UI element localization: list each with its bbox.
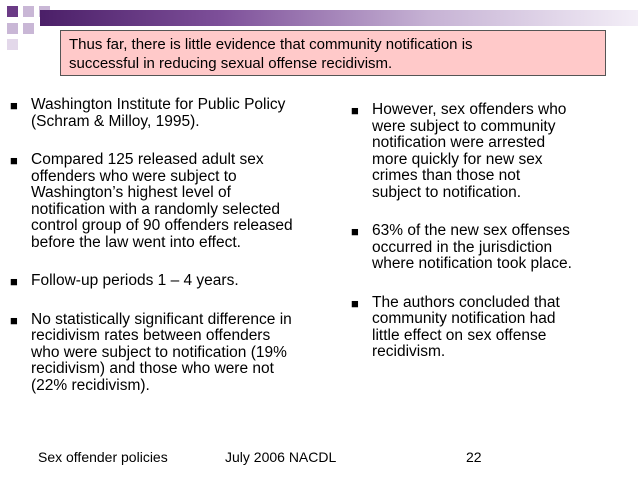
- bullet-line: Washington Institute for Public Policy: [31, 96, 286, 113]
- bullet-line: (Schram & Milloy, 1995).: [31, 112, 200, 130]
- bullet-line: The authors concluded that: [372, 293, 560, 311]
- bullet-line: subject to notification.: [372, 183, 522, 201]
- square-bullet-icon: ■: [351, 295, 359, 311]
- square-bullet-icon: ■: [351, 224, 359, 239]
- square-bullet-icon: ■: [10, 274, 18, 289]
- decor-square: [7, 23, 18, 34]
- callout-box: [60, 30, 606, 76]
- bullet-line: (22% recidivism).: [31, 376, 150, 394]
- callout-line: Thus far, there is little evidence that community notification is: [69, 36, 473, 53]
- bullet-line: Washington’s highest level of: [31, 184, 231, 201]
- bullet-line: occurred in the jurisdiction: [372, 238, 553, 256]
- footer-center: July 2006 NACDL: [225, 449, 337, 465]
- bullet-line: However, sex offenders who: [372, 101, 567, 118]
- bullet-item: [351, 223, 631, 273]
- bullet-line: little effect on sex offense: [372, 326, 547, 344]
- bullet-item: [10, 273, 340, 290]
- bullet-line: No statistically significant difference in: [31, 310, 292, 328]
- callout-line: successful in reducing sexual offense recidivism.: [69, 55, 393, 72]
- bullet-item: [351, 295, 631, 361]
- bullet-line: offenders who were subject to: [31, 167, 237, 185]
- header-gradient-band: [40, 10, 638, 26]
- footer-left: Sex offender policies: [38, 449, 168, 465]
- square-bullet-icon: ■: [10, 98, 18, 113]
- bullet-line: where notification took place.: [372, 255, 572, 272]
- bullet-line: crimes than those not: [372, 167, 521, 184]
- bullet-line: Compared 125 released adult sex: [31, 151, 264, 168]
- bullet-line: who were subject to notification (19%: [31, 343, 287, 361]
- bullet-line: 63% of the new sex offenses: [372, 222, 570, 239]
- bullet-line: notification with a randomly selected: [31, 200, 280, 218]
- bullet-line: recidivism) and those who were not: [31, 360, 274, 377]
- decor-square: [7, 39, 18, 50]
- bullet-line: before the law went into effect.: [31, 233, 241, 251]
- bullet-item: [10, 152, 340, 251]
- decor-square: [23, 23, 34, 34]
- bullet-line: notification were arrested: [372, 134, 546, 151]
- decor-square: [23, 6, 34, 17]
- bullet-line: recidivism.: [372, 343, 446, 360]
- bullet-item: [10, 97, 340, 130]
- right-column: [351, 102, 631, 361]
- square-bullet-icon: ■: [10, 153, 18, 168]
- bullet-line: recidivism rates between offenders: [31, 327, 271, 344]
- square-bullet-icon: ■: [351, 103, 359, 118]
- bullet-line: more quickly for new sex: [372, 150, 543, 168]
- decor-square: [7, 6, 18, 17]
- page-number: 22: [466, 449, 482, 465]
- left-column: [10, 97, 340, 394]
- bullet-line: community notification had: [372, 310, 556, 327]
- bullet-item: [10, 312, 340, 395]
- bullet-line: were subject to community: [372, 117, 556, 135]
- bullet-line: control group of 90 offenders released: [31, 217, 293, 234]
- square-bullet-icon: ■: [10, 312, 18, 328]
- bullet-line: Follow-up periods 1 – 4 years.: [31, 272, 239, 289]
- bullet-item: [351, 102, 631, 201]
